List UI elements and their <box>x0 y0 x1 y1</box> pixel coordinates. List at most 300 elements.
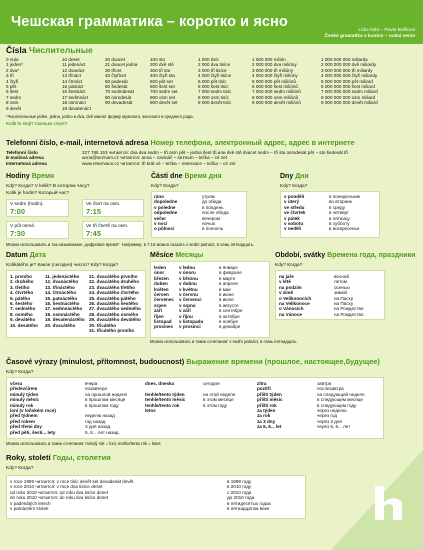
day-item: v neděli <box>284 226 302 232</box>
seasons-cz <box>279 274 311 317</box>
years-cz <box>10 479 134 511</box>
contact-section <box>0 138 423 172</box>
season-item: na jaře <box>279 274 294 279</box>
timeexpr-question: Kdy? Когда? <box>6 370 34 375</box>
time-expressions-section <box>0 356 423 452</box>
expr-item: tenhle/tento měsíc <box>145 397 186 403</box>
year-item: в пятидесятых годах <box>227 500 271 506</box>
month-item: v srpnu <box>179 302 196 308</box>
month-item: в январе <box>219 265 238 270</box>
date-item: 30. třicátého <box>89 322 117 328</box>
months-ru <box>219 265 242 330</box>
day-item: v pondělí <box>284 194 305 199</box>
months-kdy <box>179 265 203 330</box>
title-cz: Časové výrazy (minulost, přítomnost, budoucnost) <box>6 357 185 366</box>
expr-item: позавчера <box>85 386 107 392</box>
expr-item: на следующей неделе <box>317 391 365 397</box>
date-item: 11. jedenáctého <box>45 274 80 279</box>
number-item: 4 čtyři <box>6 78 19 84</box>
number-item: 60 šedesát <box>105 83 128 89</box>
daypart-item: утром <box>202 194 215 199</box>
date-item: 13. třináctého <box>45 284 75 290</box>
date-col-1 <box>10 274 38 328</box>
contact-label: Internetová adresa <box>6 160 47 166</box>
month-item: červenec <box>154 297 174 303</box>
expr-item: před týdnem <box>10 413 38 419</box>
months-title <box>150 252 203 260</box>
month-item: v říjnu <box>179 313 193 319</box>
expr-item: через 3 дня <box>317 418 342 424</box>
number-item: 6 000 000 000 šest miliard <box>321 83 375 89</box>
number-item: 2 dva* <box>6 67 20 73</box>
number-item: 11 jedenáct <box>62 62 86 68</box>
date-item: 28. dvacátého osmého <box>89 311 139 317</box>
title-ru: Выражение времени (прошлое, настоящее,будущее) <box>186 357 380 366</box>
expr-item: zítra <box>257 381 267 386</box>
title-cz: Telefonní číslo, e-mail, internetová adresa <box>6 138 149 147</box>
season-item: v létě <box>279 279 291 285</box>
number-item: 200 dvě stě <box>150 62 174 68</box>
number-item: 3 000 000 000 tři miliardy <box>321 67 373 73</box>
month-item: в апреле <box>219 281 238 287</box>
expr-item: předevčírem <box>10 386 38 392</box>
number-item: 9 000 devět tisíc <box>198 100 232 106</box>
month-item: v květnu <box>179 286 198 292</box>
q-kdy: Kdy? Когда? <box>6 184 34 189</box>
number-item: 3 tři <box>6 73 14 79</box>
number-item: 17 sedmnáct <box>62 94 89 100</box>
number-item: 80 osmdesát <box>105 94 132 100</box>
year-item: v roce 1999 читается: v roce tisíc devět set devadesát devět <box>10 479 134 484</box>
subtitle-line: Česká gramatika v kostce – ruská verze <box>324 33 415 39</box>
expr-item: loni (v loňském roce) <box>10 407 56 413</box>
timeexpr-col-3 <box>145 381 185 413</box>
numbers-col-7 <box>321 57 378 106</box>
month-item: únor <box>154 270 165 276</box>
day-item: v úterý <box>284 199 300 205</box>
expr-item: 3 дня назад <box>85 424 111 430</box>
season-item: v zimě <box>279 290 294 296</box>
seasons-box <box>275 270 385 320</box>
expr-item: через 5, 6... лет <box>317 424 351 430</box>
season-item: летом <box>334 279 347 285</box>
time-label: Ve čtvrt na osm. <box>86 202 121 207</box>
month-item: в июле <box>219 297 234 303</box>
date-item: 8. osmého <box>10 311 33 317</box>
month-item: v březnu <box>179 275 198 281</box>
day-item: в пятницу <box>329 215 350 221</box>
season-item: na podzim <box>279 284 302 290</box>
date-item: 25. dvacátého pátého <box>89 295 136 301</box>
expr-item: letos <box>145 407 156 413</box>
expr-item: příští týden <box>257 391 282 397</box>
date-item: 26. dvacátého šestého <box>89 300 139 306</box>
number-item: 70 sedmdesát <box>105 89 134 95</box>
date-item: 23. dvacátého třetího <box>89 284 135 290</box>
daypart-item: ráno <box>154 194 164 199</box>
year-item: с 2010 года <box>227 489 252 495</box>
day-item: в воскресенье <box>329 226 360 232</box>
number-item: 12 dvanáct <box>62 67 85 73</box>
daypart-item: dopoledne <box>154 199 178 205</box>
title-cz: Měsíce <box>150 252 174 259</box>
number-item: 2 000 000 dva milióny <box>252 62 297 68</box>
dayparts-cz <box>154 194 177 232</box>
number-item: 1 000 000 milión <box>252 57 286 62</box>
date-item: 1. prvního <box>10 274 32 279</box>
number-item: 4 000 000 000 čtyři miliardy <box>321 73 378 79</box>
daypart-item: до обеда <box>202 199 222 205</box>
contact-labels <box>6 150 47 166</box>
season-item: на Рождество <box>334 306 364 312</box>
daypart-item: в полдень <box>202 204 224 210</box>
daypart-item: večer <box>154 215 167 221</box>
title-cz: Období, svátky <box>275 252 326 259</box>
day-item: ve středu <box>284 204 305 210</box>
season-item: на Пасху <box>334 300 354 306</box>
number-item: 4 000 000 čtyři milióny <box>252 73 298 79</box>
month-item: srpen <box>154 302 167 308</box>
numbers-title <box>6 45 93 55</box>
year-item: в 2010 году <box>227 484 252 490</box>
year-item: в пятнадцатом веке <box>227 505 270 511</box>
number-item: 5 pět <box>6 83 17 89</box>
expr-item: pozítří <box>257 386 271 392</box>
month-item: v prosinci <box>179 324 201 330</box>
months-cz <box>154 265 174 330</box>
day-item: v pátek <box>284 215 300 221</box>
month-item: březen <box>154 275 169 281</box>
number-item: 900 devět set <box>150 100 178 106</box>
number-item: 9 000 000 devět miliónů <box>252 100 301 106</box>
month-item: в августе <box>219 302 239 308</box>
number-item: 15 patnáct <box>62 83 84 89</box>
month-item: в марте <box>219 275 236 281</box>
time-value: 7:45 <box>86 229 102 238</box>
contact-value: www.reservace.cz читается: tři krát vé – tečka – reservace – tečka – cé zet <box>82 160 236 166</box>
daypart-item: v poledne <box>154 204 176 210</box>
number-item: 9 devět <box>6 105 22 111</box>
expr-item: příští měsíc <box>257 397 283 403</box>
number-item: 600 šest set <box>150 83 175 89</box>
number-item: 5 000 000 000 pět miliard <box>321 78 373 84</box>
expr-item: в следующем месяце <box>317 397 363 403</box>
month-item: v únoru <box>179 270 196 276</box>
numbers-col-2 <box>62 57 91 111</box>
year-item: v padesátých letech <box>10 500 51 506</box>
dayparts-box <box>151 191 247 238</box>
seasons-title <box>275 252 415 260</box>
number-item: 6 šest <box>6 89 19 95</box>
number-item: 2 000 dva tisíce <box>198 62 231 68</box>
number-item: 8 000 000 osm miliónů <box>252 94 299 100</box>
day-item: во вторник <box>329 199 352 205</box>
season-item: зимой <box>334 290 347 296</box>
page-header <box>0 0 423 44</box>
expr-item: завтра <box>317 381 332 386</box>
number-item: 3 000 000 tři milióny <box>252 67 294 73</box>
month-item: listopad <box>154 318 172 324</box>
date-item: 29. dvacátého devátého <box>89 317 141 323</box>
expr-item: через год <box>317 413 338 419</box>
expr-item: в следующем году <box>317 402 357 408</box>
number-item: 7 000 sedm tisíc <box>198 89 232 95</box>
number-item: 800 osm set <box>150 94 176 100</box>
date-question <box>6 263 118 269</box>
expr-item: через неделю <box>317 407 347 413</box>
title-ru: Время <box>31 173 55 180</box>
month-item: červen <box>154 291 169 297</box>
logo-icon <box>331 450 423 550</box>
number-item: 8 000 osm tisíc <box>198 94 229 100</box>
expr-item: в прошлом месяце <box>85 397 126 403</box>
expr-item: před rokem <box>10 418 36 424</box>
expr-item: сегодня <box>203 381 220 386</box>
expr-item: za rok <box>257 413 271 419</box>
date-item: 6. šestého <box>10 300 33 306</box>
season-item: осенью <box>334 284 350 290</box>
hours-question <box>6 184 90 190</box>
year-item: до 2010 года <box>227 495 255 501</box>
date-item: 27. dvacátého sedmého <box>89 306 141 312</box>
number-item: 10 deset <box>62 57 80 62</box>
contact-title <box>6 139 355 147</box>
daypart-item: odpoledne <box>154 210 178 216</box>
number-item: 20 dvacet <box>105 57 125 62</box>
title-cz: Části dne <box>151 173 183 180</box>
number-item: 14 čtrnáct <box>62 78 83 84</box>
number-item: 5 000 000 pět miliónů <box>252 78 296 84</box>
daypart-item: после обеда <box>202 210 229 216</box>
month-item: в мае <box>219 286 231 292</box>
number-item: 1 000 tisíc <box>198 57 219 62</box>
number-item: 6 000 000 šest miliónů <box>252 83 298 89</box>
number-item: 400 čtyři sta <box>150 73 175 79</box>
date-item: 12. dvanáctého <box>45 279 79 285</box>
month-item: leden <box>154 265 166 270</box>
date-col-2 <box>45 274 85 328</box>
expr-item <box>203 408 235 413</box>
month-item: v červnu <box>179 291 198 297</box>
title-cz: Datum <box>6 252 28 259</box>
date-section <box>0 251 423 356</box>
expr-item: tenhle/tento rok <box>145 402 180 408</box>
title-cz: Hodiny <box>6 173 30 180</box>
month-item: duben <box>154 281 168 287</box>
title-cz: Roky, století <box>6 453 51 462</box>
dayparts-title <box>151 173 222 181</box>
contact-label: E-mailová adresa <box>6 155 44 161</box>
date-item: 22. dvacátého druhého <box>89 279 140 285</box>
season-item: na Velikonoce <box>279 300 310 306</box>
numbers-section <box>0 44 423 141</box>
hours-note: Можно использовать и так называемое „цифровое время“. Например, в 7:15 можно сказать v sedm patnáct, в семь пятнадцать. <box>6 242 255 247</box>
date-item: 24. dvacátého čtvrtého <box>89 290 139 296</box>
date-item: 5. pátého <box>10 295 31 301</box>
month-item: v září <box>179 308 191 314</box>
number-item: 9 000 000 000 devět miliard <box>321 100 378 106</box>
expr-item: příští rok <box>257 402 277 408</box>
date-item: 7. sedmého <box>10 306 36 312</box>
expr-item: minulý měsíc <box>10 397 40 403</box>
timeexpr-col-2 <box>85 381 127 435</box>
timeexpr-box <box>6 377 384 439</box>
months-box <box>150 261 270 338</box>
number-item: 13 třináct <box>62 73 81 79</box>
time-value: 7:30 <box>10 229 26 238</box>
date-title <box>6 252 46 260</box>
years-title <box>6 454 111 463</box>
date-item: 21. dvacátého prvního <box>89 274 138 279</box>
date-item: 2. druhého <box>10 279 34 285</box>
years-box <box>6 475 306 519</box>
title-ru: Числительные <box>28 45 93 55</box>
number-item: 300 tři sta <box>150 67 171 73</box>
authors-line: Lída Holá – Pavla Bořilová <box>358 28 415 33</box>
month-item: в декабре <box>219 324 241 330</box>
month-item: v lednu <box>179 265 196 270</box>
month-item: в октябре <box>219 313 240 319</box>
expr-item: на прошлой неделе <box>85 391 128 397</box>
season-item: o Vánocích <box>279 306 304 312</box>
time-label: Ve tři čtvrtě na osm. <box>86 224 129 229</box>
month-item: v listopadu <box>179 318 204 324</box>
contact-value: 227 785 153 читается: dva dva sedm – tři osm pět – jedna šest tři или dvě stě dvacet sedm – tři sta osmdesát pět – sto šedesát tři <box>82 150 348 155</box>
season-item: на Пасху <box>334 295 354 301</box>
expr-item: dnes, dneska <box>145 381 175 386</box>
month-item: в сентябре <box>219 308 243 314</box>
timeexpr-col-5 <box>257 381 283 430</box>
q-kdy: Kdy? Когда? <box>90 263 119 268</box>
days-cz <box>284 194 305 232</box>
date-item: 10. desátého <box>10 322 38 328</box>
year-item: в 1999 году <box>227 479 252 484</box>
month-item: в июне <box>219 291 234 297</box>
expr-item: на этой неделе <box>203 391 236 397</box>
expr-item: za týden <box>257 407 276 413</box>
month-item: v červenci <box>179 297 202 303</box>
number-item: 1 jeden* <box>6 62 23 68</box>
expr-item: послезавтра <box>317 386 344 392</box>
number-item: 7 000 000 000 sedm miliard <box>321 89 378 95</box>
expr-item: в прошлом году <box>85 402 119 408</box>
day-item: в субботу <box>329 220 350 226</box>
expr-item: год назад <box>85 418 106 424</box>
daypart-item: o půlnoci <box>154 226 175 232</box>
seasons-question: Kdy? Когда? <box>275 263 303 268</box>
date-item: 31. třicátého prvního <box>89 327 135 333</box>
date-item: 20. dvacátého <box>45 322 76 328</box>
number-item: 19 devatenáct <box>62 105 91 111</box>
time-box <box>82 221 144 239</box>
numbers-col-4 <box>150 57 178 106</box>
date-item: 18. osmnáctého <box>45 311 80 317</box>
title-ru: Номер телефона, электронный адрес, адрес в интернете <box>150 138 355 147</box>
title-ru: Месяцы <box>175 252 204 259</box>
month-item: září <box>154 308 162 314</box>
title-cz: Dny <box>280 173 294 180</box>
number-item: 0 nula <box>6 57 19 62</box>
numbers-question: Kolik to stojí? Сколько стоит? <box>6 121 68 126</box>
months-note: Можно использовать и такие сочетания: v sedm patnáct, в семь пятнадцать. <box>150 339 298 344</box>
number-item: 7 000 000 sedm miliónů <box>252 89 301 95</box>
expr-item: 5, 6... лет назад <box>85 429 119 435</box>
date-item: 17. sedmnáctého <box>45 306 83 312</box>
number-item: 500 pět set <box>150 78 173 84</box>
season-item: весной <box>334 274 349 279</box>
years-ru <box>227 479 271 511</box>
expr-item: minulý týden <box>10 391 39 397</box>
expr-item: za 5, 6... let <box>257 424 282 430</box>
date-item: 16. šestnáctého <box>45 300 80 306</box>
number-item: 8 osm <box>6 100 19 106</box>
dayparts-question: Kdy? Когда? <box>151 184 179 189</box>
timeexpr-title <box>6 358 380 367</box>
expr-item: včera <box>10 381 23 386</box>
month-item: říjen <box>154 313 164 319</box>
season-item: na Vánoce <box>279 311 302 317</box>
title-ru: Времена года, праздники <box>327 252 416 259</box>
number-item: 40 čtyřicet <box>105 73 126 79</box>
q-kolikateho: Kolikátého je? Какое (сегодня) число? <box>6 263 90 268</box>
date-item: 14. čtrnáctého <box>45 290 77 296</box>
number-item: 700 sedm set <box>150 89 178 95</box>
numbers-col-5 <box>198 57 231 106</box>
number-item: 21 dvacet jedna <box>105 62 138 68</box>
number-item: 1 000 000 000 miliarda <box>321 57 368 62</box>
year-item: v patnáctém století <box>10 505 49 511</box>
time-box <box>6 221 69 239</box>
date-col-3 <box>89 274 141 333</box>
years-question: Kdy? Когда? <box>6 466 34 471</box>
month-item: květen <box>154 286 169 292</box>
timeexpr-col-6 <box>317 381 365 430</box>
daypart-item: ночью <box>202 220 216 226</box>
numbers-col-3 <box>105 57 137 106</box>
contact-values <box>82 150 348 166</box>
number-item: 4 000 čtyři tisíce <box>198 73 232 79</box>
number-item: 18 osmnáct <box>62 100 86 106</box>
number-item: 50 padesát <box>105 78 128 84</box>
title-ru: Дата <box>29 252 46 259</box>
numbers-footnote: *Числительные jeden, jedna, jedno и dva, dvě имеют форму мужского, женского и среднего рода. <box>6 114 194 119</box>
publisher-logo <box>331 450 423 550</box>
number-item: 5 000 pět tisíc <box>198 78 227 84</box>
month-item: в феврале <box>219 270 242 276</box>
numbers-col-1 <box>6 57 23 111</box>
title-ru: Годы, столетия <box>52 453 111 462</box>
title-ru: Время дня <box>184 173 222 180</box>
timeexpr-col-4 <box>203 381 235 413</box>
year-item: do roku 2010 читается: do roku dva tisíce deset <box>10 495 108 501</box>
daypart-item: вечером <box>202 215 221 221</box>
season-item: на Рождество <box>334 311 364 317</box>
day-item: ve čtvrtek <box>284 210 306 216</box>
title-ru: Дни <box>295 173 309 180</box>
month-item: prosinec <box>154 324 174 330</box>
expr-item: před pěti, šesti... lety <box>10 429 56 435</box>
month-item: в ноябре <box>219 318 239 324</box>
day-item: v sobotu <box>284 220 304 226</box>
year-item: v roce 2010 читается: v roce dva tisíce deset <box>10 484 103 490</box>
seasons-ru <box>334 274 363 317</box>
date-item: 9. devátého <box>10 317 36 323</box>
season-item: o Velikonocích <box>279 295 312 301</box>
hours-title <box>6 173 54 181</box>
daypart-item: v noci <box>154 220 168 226</box>
time-box <box>6 199 69 217</box>
expr-item: вчера <box>85 381 98 386</box>
